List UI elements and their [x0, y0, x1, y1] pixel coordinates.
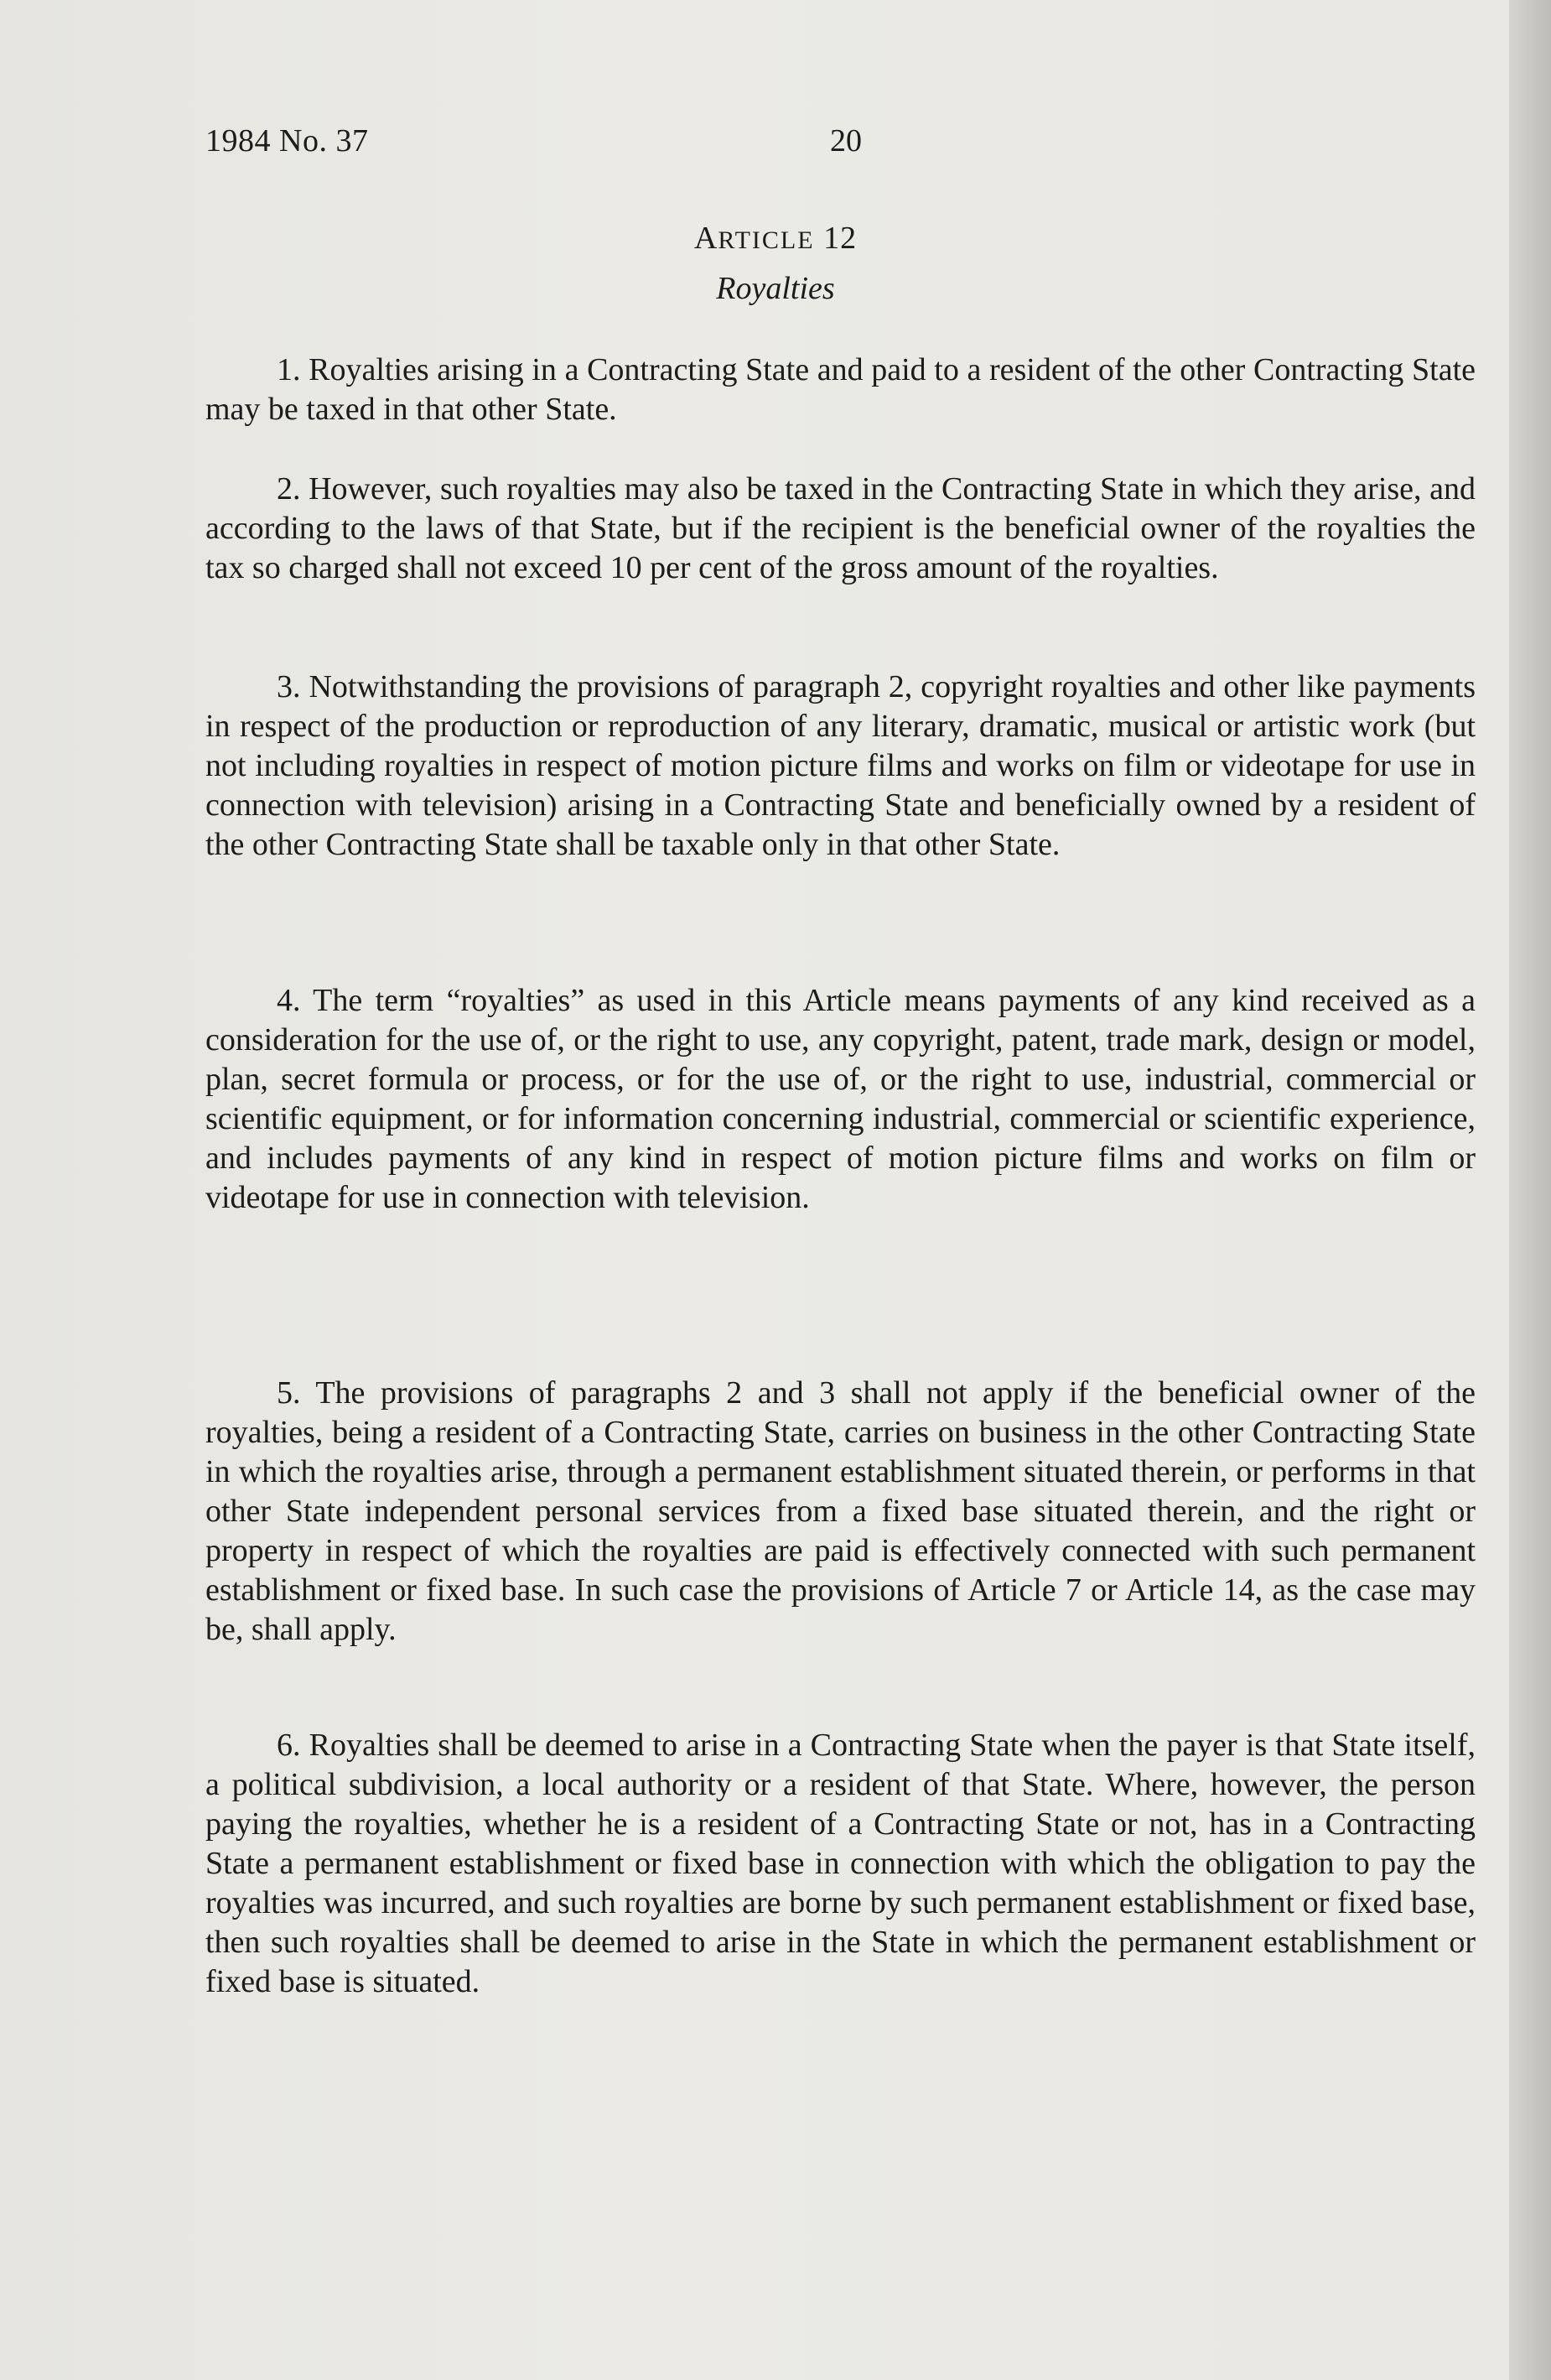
article-label-initial: A: [693, 221, 718, 256]
paragraph-1: 1. Royalties arising in a Contracting State and paid to a resident of the other Contracting State may be taxed in that other State.: [205, 352, 1476, 427]
article-label-smallcaps: RTICLE: [718, 226, 815, 254]
paragraph-2: 2. However, such royalties may also be taxed in the Contracting State in which they arise, and according to the laws of that State, but if the recipient is the beneficial owner of the royalties the tax so charged shall not exceed 10 per cent of the gross amount of the royalties.: [205, 471, 1476, 585]
paragraph-6: 6. Royalties shall be deemed to arise in a Contracting State when the payer is that State itself, a political subdivision, a local authority or a resident of that State. Where, however, the person paying the royalties, whether he is a resident of a Contracting State or not, has in a Contracting State a permanent establishment or fixed base in connection with which the obligation to pay the royalties was incurred, and such royalties are borne by such permanent establishment or fixed base, then such royalties shall be deemed to arise in the State in which the permanent establishment or fixed base is situated.: [205, 1728, 1476, 1999]
paragraph-3: 3. Notwithstanding the provisions of paragraph 2, copyright royalties and other like payments in respect of the production or reproduction of any literary, dramatic, musical or artistic work (but not including royalties in respect of motion picture films and works on film or videotape for use in connection with television) arising in a Contracting State and beneficially owned by a resident of the other Contracting State shall be taxable only in that other State.: [205, 669, 1476, 862]
article-heading: [0, 220, 1551, 257]
running-head: 1984 No. 37: [205, 123, 369, 158]
article-number: 12: [823, 221, 858, 256]
page-edge-shadow: [1509, 0, 1551, 2380]
page-number: 20: [830, 123, 862, 158]
article-title: Royalties: [716, 271, 835, 306]
paragraph-4: 4. The term “royalties” as used in this Article means payments of any kind received as a consideration for the use of, or the right to use, any copyright, patent, trade mark, design or model, plan, secret formula or process, or for the use of, or the right to use, industrial, commercial or scientific equipment, or for information concerning industrial, commercial or scientific experience, and includes payments of any kind in respect of motion picture films and works on film or videotape for use in connection with television.: [205, 983, 1476, 1215]
paragraph-5: 5. The provisions of paragraphs 2 and 3 shall not apply if the beneficial owner of the royalties, being a resident of a Contracting State, carries on business in the other Contracting State in which the royalties arise, through a permanent establishment situated therein, or performs in that other State independent personal services from a fixed base situated therein, and the right or property in respect of which the royalties are paid is effectively connected with such permanent establishment or fixed base. In such case the provisions of Article 7 or Article 14, as the case may be, shall apply.: [205, 1375, 1476, 1647]
